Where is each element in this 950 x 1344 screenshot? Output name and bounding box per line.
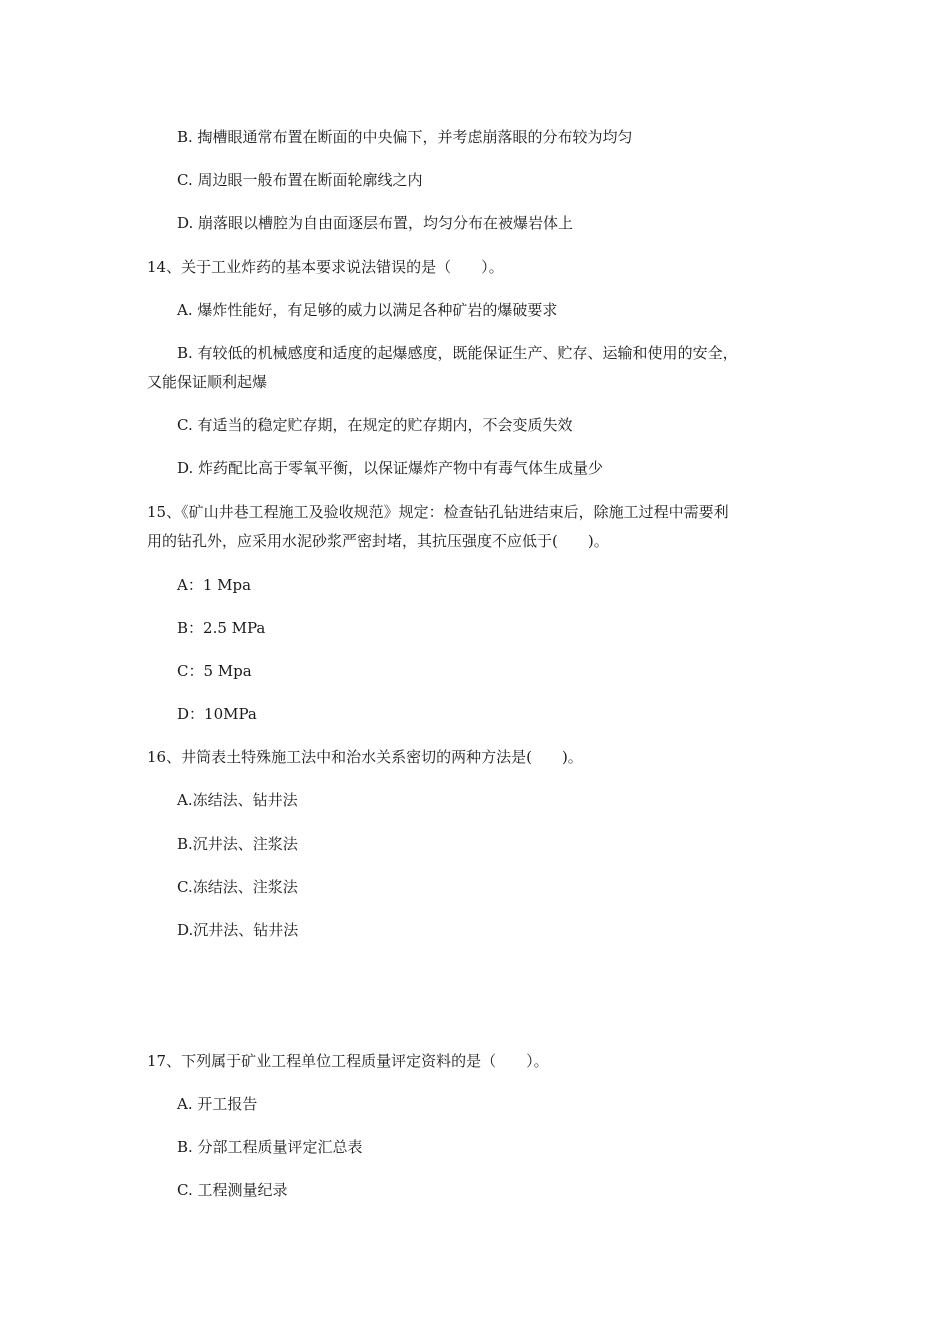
- q17-option-a: A. 开工报告: [177, 1095, 258, 1113]
- q14-question: 14、关于工业炸药的基本要求说法错误的是（ ）。: [147, 258, 504, 276]
- q15-question-line1: 15、《矿山井巷工程施工及验收规范》规定：检查钻孔钻进结束后，除施工过程中需要利: [147, 503, 729, 521]
- q14-option-d: D. 炸药配比高于零氧平衡，以保证爆炸产物中有毒气体生成量少: [177, 459, 604, 477]
- q16-option-a: A.冻结法、钻井法: [177, 791, 298, 809]
- q14-option-a: A. 爆炸性能好，有足够的威力以满足各种矿岩的爆破要求: [177, 301, 558, 319]
- q17-option-b: B. 分部工程质量评定汇总表: [177, 1138, 363, 1156]
- q16-option-d: D.沉井法、钻井法: [177, 921, 299, 939]
- q15-option-c: C：5 Mpa: [177, 662, 252, 680]
- q15-option-b: B：2.5 MPa: [177, 619, 266, 637]
- q17-question: 17、下列属于矿业工程单位工程质量评定资料的是（ ）。: [147, 1052, 549, 1070]
- q17-option-c: C. 工程测量纪录: [177, 1181, 288, 1199]
- q16-option-c: C.冻结法、注浆法: [177, 878, 298, 896]
- q14-option-b-line1: B. 有较低的机械感度和适度的起爆感度，既能保证生产、贮存、运输和使用的安全，: [177, 344, 738, 362]
- q13-option-d: D. 崩落眼以槽腔为自由面逐层布置，均匀分布在被爆岩体上: [177, 214, 574, 232]
- q14-option-c: C. 有适当的稳定贮存期，在规定的贮存期内，不会变质失效: [177, 416, 573, 434]
- q15-option-a: A：1 Mpa: [177, 576, 252, 594]
- q15-question-line2: 用的钻孔外，应采用水泥砂浆严密封堵，其抗压强度不应低于( )。: [147, 532, 609, 550]
- q16-option-b: B.沉井法、注浆法: [177, 835, 298, 853]
- q16-question: 16、井筒表土特殊施工法中和治水关系密切的两种方法是( )。: [147, 748, 583, 766]
- q13-option-c: C. 周边眼一般布置在断面轮廓线之内: [177, 171, 423, 189]
- q13-option-b: B. 掏槽眼通常布置在断面的中央偏下，并考虑崩落眼的分布较为均匀: [177, 128, 633, 146]
- q15-option-d: D：10MPa: [177, 705, 257, 723]
- q14-option-b-line2: 又能保证顺利起爆: [147, 373, 268, 391]
